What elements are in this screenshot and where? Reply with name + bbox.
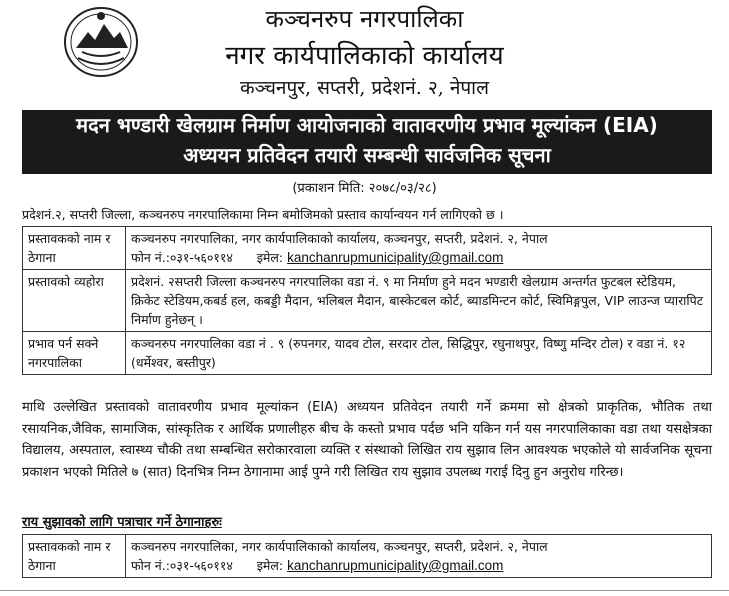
- table-row: [23, 270, 712, 332]
- table-row: [23, 227, 712, 270]
- office-name: नगर कार्यपालिकाको कार्यालय: [225, 41, 504, 71]
- office-address: कञ्चनपुर, सप्तरी, प्रदेशनं. २, नेपाल: [240, 77, 489, 99]
- proposer-address: कञ्चनरुप नगरपालिका, नगर कार्यपालिकाको कार्यालय, कञ्चनपुर, सप्तरी, प्रदेशनं. २, नेपाल: [131, 231, 548, 246]
- table-row: [23, 535, 712, 578]
- intro-text: प्रदेशनं.२, सप्तरी जिल्ला, कञ्चनरुप नगरपालिकामा निम्न बमोजिमको प्रस्ताव कार्यान्वयन गर्न लागिएको छ ।: [22, 207, 504, 222]
- proposal-description: प्रदेशनं. २सप्तरी जिल्ला कञ्चनरुप नगरपालिका वडा नं. ९ मा निर्माण हुने मदन भण्डारी खेलग्राम अन्तर्गत फुटबल स्टेडियम, क्रिकेट स्टेडियम,कबर्ड हल, कबड्डी मैदान, भलिबल मैदान, बास्केटबल कोर्ट, ब्याडमिन्टन कोर्ट, स्विमिङ्गपुल, VIP लाउन्ज प्यारापिट निर्माण हुनेछन् ।: [126, 270, 712, 332]
- page-edge-divider: [0, 590, 729, 591]
- proposer-email: kanchanrupmunicipality@gmail.com: [287, 250, 504, 265]
- email-label: इमेल:: [256, 558, 284, 573]
- notice-title-banner: [22, 110, 712, 174]
- proposer-email: kanchanrupmunicipality@gmail.com: [287, 558, 504, 573]
- proposer-contact: [131, 556, 706, 575]
- table-row: [23, 332, 712, 375]
- proposal-table: [22, 226, 712, 375]
- notice-title-line1: मदन भण्डारी खेलग्राम निर्माण आयोजनाको वातावरणीय प्रभाव मूल्यांकन (EIA): [76, 113, 658, 137]
- correspondence-heading: राय सुझावको लागि पत्राचार गर्ने ठेगानाहरुः: [22, 515, 222, 530]
- proposer-contact: [131, 248, 706, 267]
- proposer-details: [126, 227, 712, 270]
- notice-body: माथि उल्लेखित प्रस्तावको वातावरणीय प्रभाव मूल्यांकन (EIA) अध्ययन प्रतिवेदन तयारी गर्ने क्रममा सो क्षेत्रको प्राकृतिक, भौतिक तथा रसायनिक,जैविक, सामाजिक, सांस्कृतिक र आर्थिक प्रणालीहरु बीच के कस्तो प्रभाव पर्दछ भनि यकिन गर्न यस नगरपालिकाका वडा तथा यसक्षेत्रका विद्यालय, अस्पताल, स्वास्थ्य चौकी तथा सम्बन्धित सरोकारवाला व्यक्ति र संस्थाको लिखित राय सुझाव लिन आवश्यक भएकोले यो सार्वजनिक सूचना प्रकाशन भएको मितिले ७ (सात) दिनभित्र निम्न ठेगानामा आई पुग्ने गरी लिखित राय सुझाव उपलब्ध गराई दिनु हुन अनुरोध गरिन्छ।: [22, 400, 712, 480]
- proposer-label: प्रस्तावकको नाम र ठेगाना: [23, 535, 126, 578]
- proposer-label: प्रस्तावकको नाम र ठेगाना: [23, 227, 126, 270]
- proposer-phone: फोन नं.:०३१-५६०११४: [131, 250, 233, 265]
- email-label: इमेल:: [256, 250, 284, 265]
- affected-area: कञ्चनरुप नगरपालिका वडा नं . ९ (रुपनगर, यादव टोल, सरदार टोल, सिद्धिपुर, रघुनाथपुर, विष्णु मन्दिर टोल) र वडा नं. १२ (धर्मेश्वर, बस्तीपुर): [126, 332, 712, 375]
- municipality-name: कञ्चनरुप नगरपालिका: [265, 5, 464, 33]
- proposer-details: [126, 535, 712, 578]
- correspondence-table: [22, 534, 712, 578]
- proposal-description-label: प्रस्तावको व्यहोरा: [23, 270, 126, 332]
- notice-header: [0, 0, 729, 110]
- publication-date: (प्रकाशन मिति: २०७८/०३/२८): [292, 181, 437, 196]
- notice-title-line2: अध्ययन प्रतिवेदन तयारी सम्बन्धी सार्वजनिक सूचना: [183, 143, 551, 167]
- proposer-phone: फोन नं.:०३१-५६०११४: [131, 558, 233, 573]
- proposer-address: कञ्चनरुप नगरपालिका, नगर कार्यपालिकाको कार्यालय, कञ्चनपुर, सप्तरी, प्रदेशनं. २, नेपाल: [131, 539, 548, 554]
- affected-area-label: प्रभाव पर्न सक्ने नगरपालिका: [23, 332, 126, 375]
